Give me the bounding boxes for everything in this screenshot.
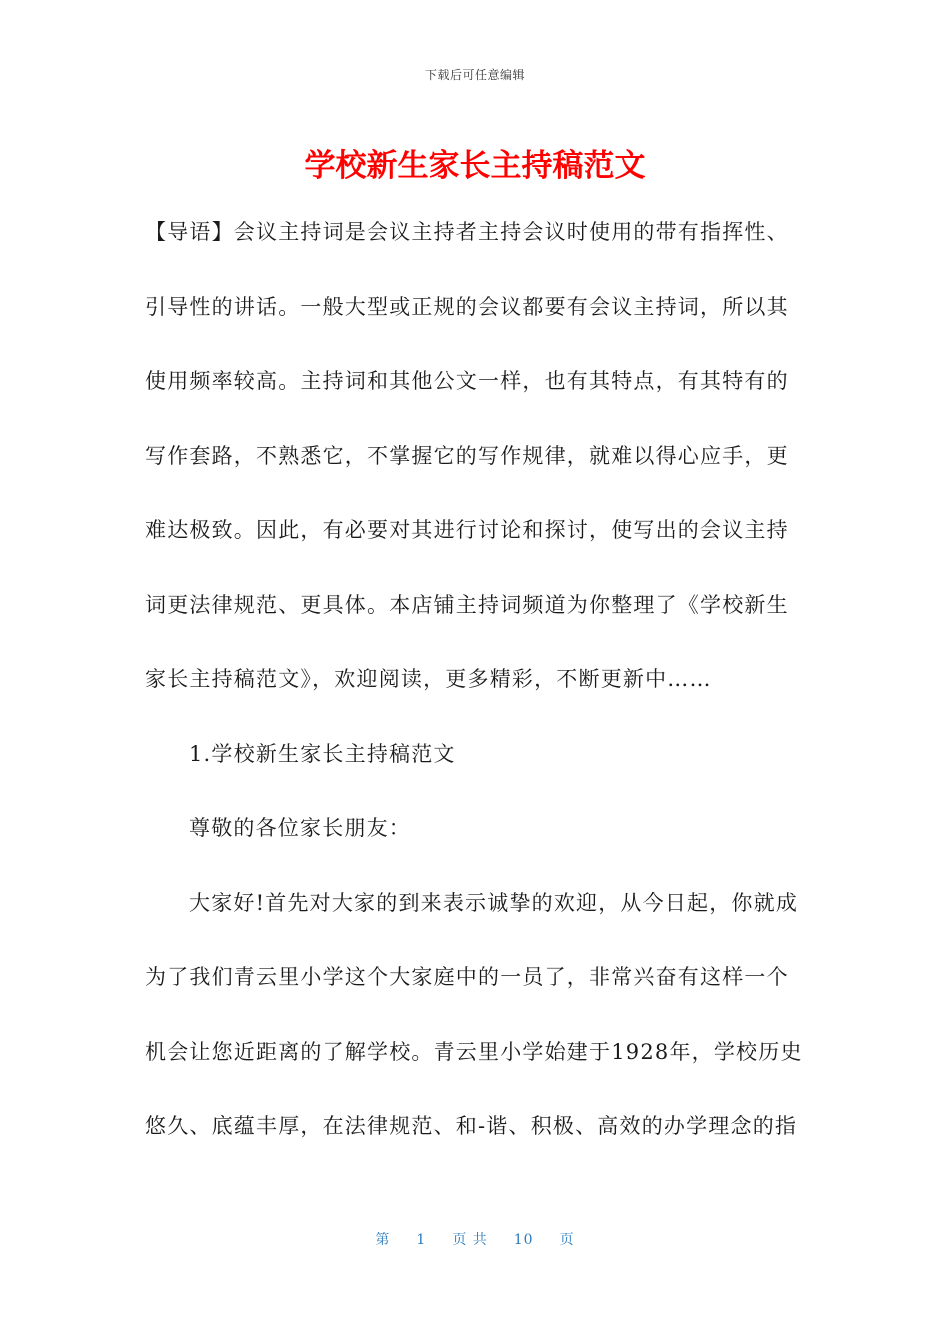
paragraph-line: 词更法律规范、更具体。本店铺主持词频道为你整理了《学校新生 [145,592,789,617]
section-heading: 1.学校新生家长主持稿范文 [189,741,456,766]
document-body [145,195,805,1164]
paragraph-line: 机会让您近距离的了解学校。青云里小学始建于1928年，学校历史 [145,1039,803,1064]
footer-middle: 页 共 [452,1232,488,1248]
paragraph-line: 写作套路，不熟悉它，不掌握它的写作规律，就难以得心应手，更 [145,443,789,468]
paragraph-line: 大家好!首先对大家的到来表示诚挚的欢迎，从今日起，你就成 [189,890,799,915]
paragraph-line: 使用频率较高。主持词和其他公文一样，也有其特点，有其特有的 [145,369,789,393]
page-footer [0,1229,950,1249]
salutation: 尊敬的各位家长朋友： [189,816,411,840]
footer-prefix: 第 [375,1232,391,1248]
footer-suffix: 页 [559,1232,575,1248]
header-note: 下载后可任意编辑 [424,68,525,82]
footer-total-pages: 10 [513,1232,534,1248]
paragraph-line: 【导语】会议主持词是会议主持者主持会议时使用的带有指挥性、 [145,220,789,244]
paragraph-line: 难达极致。因此，有必要对其进行讨论和探讨，使写出的会议主持 [145,518,789,542]
paragraph-line: 家长主持稿范文》，欢迎阅读，更多精彩，不断更新中…… [145,667,712,691]
paragraph-line: 引导性的讲话。一般大型或正规的会议都要有会议主持词，所以其 [145,294,789,319]
paragraph-line: 悠久、底蕴丰厚，在法律规范、和-谐、积极、高效的办学理念的指 [145,1114,798,1138]
paragraph-line: 为了我们青云里小学这个大家庭中的一员了，非常兴奋有这样一个 [145,965,789,989]
document-title: 学校新生家长主持稿范文 [304,148,646,184]
footer-page-number: 1 [416,1232,427,1248]
